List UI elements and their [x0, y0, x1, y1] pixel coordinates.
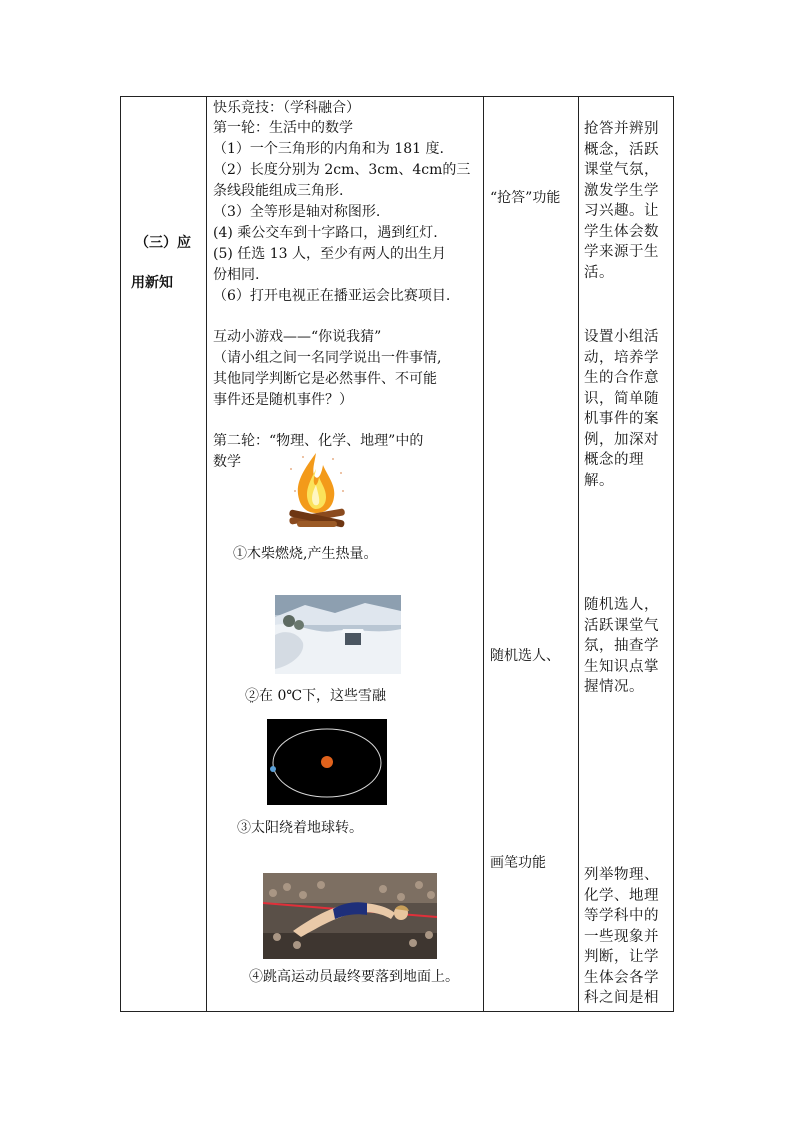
- purpose-block-2: 设置小组活 动，培养学 生的合作意 识，简单随 机事件的案 例，加深对 概念的理解。: [584, 329, 659, 489]
- column-divider-1: [206, 97, 207, 1011]
- game-desc-line: 事件还是随机事件？）: [213, 392, 353, 408]
- purpose-block-4: 列举物理、 化学、地理 等学科中的 一些现象并 判断，让学 生体会各学 科之间是相: [584, 867, 659, 1006]
- question-item: 份相同.: [213, 267, 260, 283]
- purpose-block-1: 抢答并辨别 概念，活跃 课堂气氛， 激发学生学 习兴趣。让 学生体会数 学来源于生 活。: [584, 121, 659, 281]
- question-item: (4) 乘公交车到十字路口，遇到红灯.: [213, 225, 438, 241]
- fire-caption: ①木柴燃烧,产生热量。: [233, 546, 378, 562]
- question-item: 条线段能组成三角形.: [213, 183, 344, 199]
- feature-quick-answer: “抢答”功能: [490, 190, 561, 206]
- game-desc-line: 其他同学判断它是必然事件、不可能: [213, 371, 437, 387]
- feature-random-pick: 随机选人、: [490, 648, 560, 664]
- question-item: （3）全等形是轴对称图形.: [213, 204, 381, 220]
- purpose-block-3: 随机选人， 活跃课堂气 氛，抽查学 生知识点掌 握情况。: [584, 597, 659, 695]
- snow-scene-image: [275, 595, 401, 674]
- round2-title: 数学: [213, 454, 241, 470]
- section-label-line2: 用新知: [131, 275, 173, 291]
- feature-pen: 画笔功能: [490, 855, 546, 871]
- campfire-image: [283, 451, 349, 533]
- game-desc-line: （请小组之间一名同学说出一件事情,: [213, 350, 442, 366]
- round1-title: 第一轮：生活中的数学: [213, 120, 353, 136]
- question-item: （6）打开电视正在播亚运会比赛项目.: [213, 288, 451, 304]
- jump-caption: ④跳高运动员最终要落到地面上。: [249, 969, 459, 985]
- game-title: 互动小游戏——“你说我猜”: [213, 329, 382, 345]
- activity-heading: 快乐竞技：（学科融合）: [213, 100, 360, 116]
- question-item: （2）长度分别为 2cm、3cm、4cm的三: [213, 162, 471, 178]
- round2-title: 第二轮：“物理、化学、地理”中的: [213, 433, 424, 449]
- high-jump-image: [263, 873, 437, 959]
- lesson-table: [120, 96, 674, 1012]
- column-divider-2: [483, 97, 484, 1011]
- column-divider-3: [578, 97, 579, 1011]
- question-item: (5) 任选 13 人，至少有两人的出生月: [213, 246, 446, 262]
- orbit-image: [267, 719, 387, 805]
- section-label-line1: （三）应: [135, 235, 191, 251]
- snow-caption: ②在 0℃下，这些雪融: [245, 688, 387, 704]
- snow-caption-mark: ¨: [249, 701, 254, 712]
- sun-caption: ③太阳绕着地球转。: [237, 820, 363, 836]
- question-item: （1）一个三角形的内角和为 181 度.: [213, 141, 444, 157]
